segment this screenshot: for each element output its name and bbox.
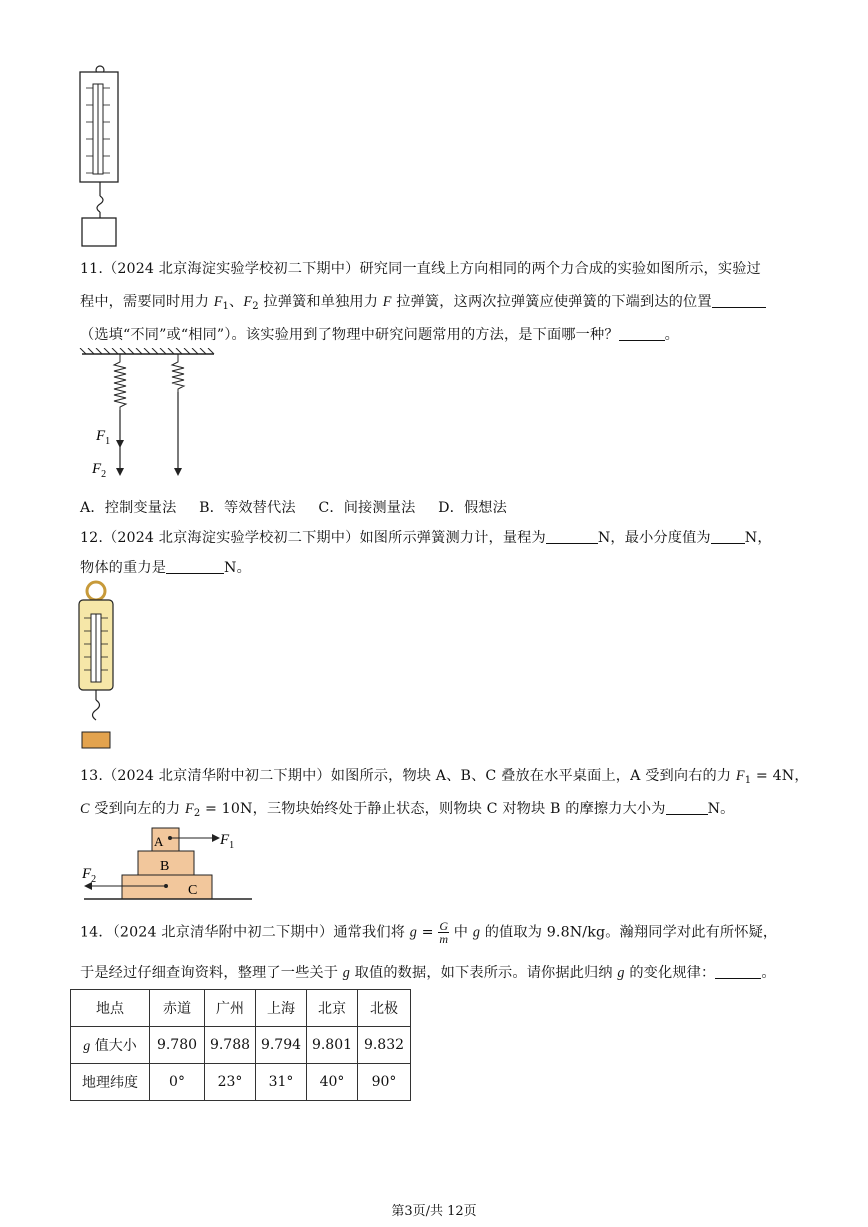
q11-option-a[interactable]: A．控制变量法 [80,500,177,516]
spring-scale-figure-top [76,62,124,252]
svg-text:F2: $F_2$ [82,866,97,885]
q11-options [80,497,525,517]
svg-text:F1: $F_1$ [220,832,235,851]
q11-blank-method[interactable] [619,326,665,341]
q13-line2: C 受到向左的力 $F_2 = 10N$，三物块始终处于静止状态，则物块 C 对物块 B 的摩擦力大小为 N。 [80,801,735,819]
q13-line1: 13.（2024 北京清华附中初二下期中）如图所示，物块 A、B、C 叠放在水平桌面上，A 受到向右的力 $F_1 = 4N$， [80,768,809,786]
q14-line1: 14．（2024 北京清华附中初二下期中）通常我们将 g = $\frac{G}{m}$ 中 g 的值取为 9.8N/kg。瀚翔同学对此有所怀疑， [80,919,778,946]
table-row: g 值大小 9.780 9.788 9.794 9.801 9.832 [71,1027,411,1064]
q11-option-c[interactable]: C．间接测量法 [318,500,416,516]
q13-blank-friction[interactable] [666,800,708,815]
q12-blank-weight[interactable] [166,559,224,574]
q12-line2: 物体的重力是 N。 [80,560,251,576]
label-f2: $F_2$ [92,461,107,480]
two-springs-figure [78,348,218,488]
stacked-blocks-figure [80,824,270,904]
fraction-g-over-m: $\frac{G}{m}$ [439,919,449,946]
svg-text:C: C [188,883,198,898]
q12-blank-range[interactable] [546,529,598,544]
q11-option-d[interactable]: D．假想法 [438,500,507,516]
q14-line2: 于是经过仔细查询资料，整理了一些关于 g 取值的数据，如下表所示。请你据此归纳 g 的变化规律： 。 [80,965,776,981]
table-row: 地理纬度 0° 23° 31° 40° 90° [71,1064,411,1101]
label-f1: $F_1$ [96,428,111,447]
q11-line2: 程中，需要同时用力 $F_1$、$F_2$ 拉弹簧和单独用力 F 拉弹簧，这两次拉弹簧应使弹簧的下端到达的位置 [80,291,766,312]
table-row: 地点 赤道 广州 上海 北京 北极 [71,990,411,1027]
q11-option-b[interactable]: B．等效替代法 [199,500,296,516]
svg-text:A: A [154,834,164,849]
q14-blank-rule[interactable] [715,964,761,979]
q12-blank-division[interactable] [711,529,745,544]
q11-blank-position[interactable] [712,293,766,308]
q11-line1: 11.（2024 北京海淀实验学校初二下期中）研究同一直线上方向相同的两个力合成的实验如图所示，实验过 [80,261,761,277]
spring-scale-figure-q12 [76,580,126,752]
g-value-table [70,989,411,1101]
page-footer: 第3页/共 12页 [391,1204,477,1219]
q12-line1: 12.（2024 北京海淀实验学校初二下期中）如图所示弹簧测力计，量程为 N，最小分度值为 N， [80,530,772,546]
q11-line3: （选填“不同”或“相同”）。该实验用到了物理中研究问题常用的方法，是下面哪一种？ 。 [80,327,680,343]
svg-text:B: B [160,859,170,874]
